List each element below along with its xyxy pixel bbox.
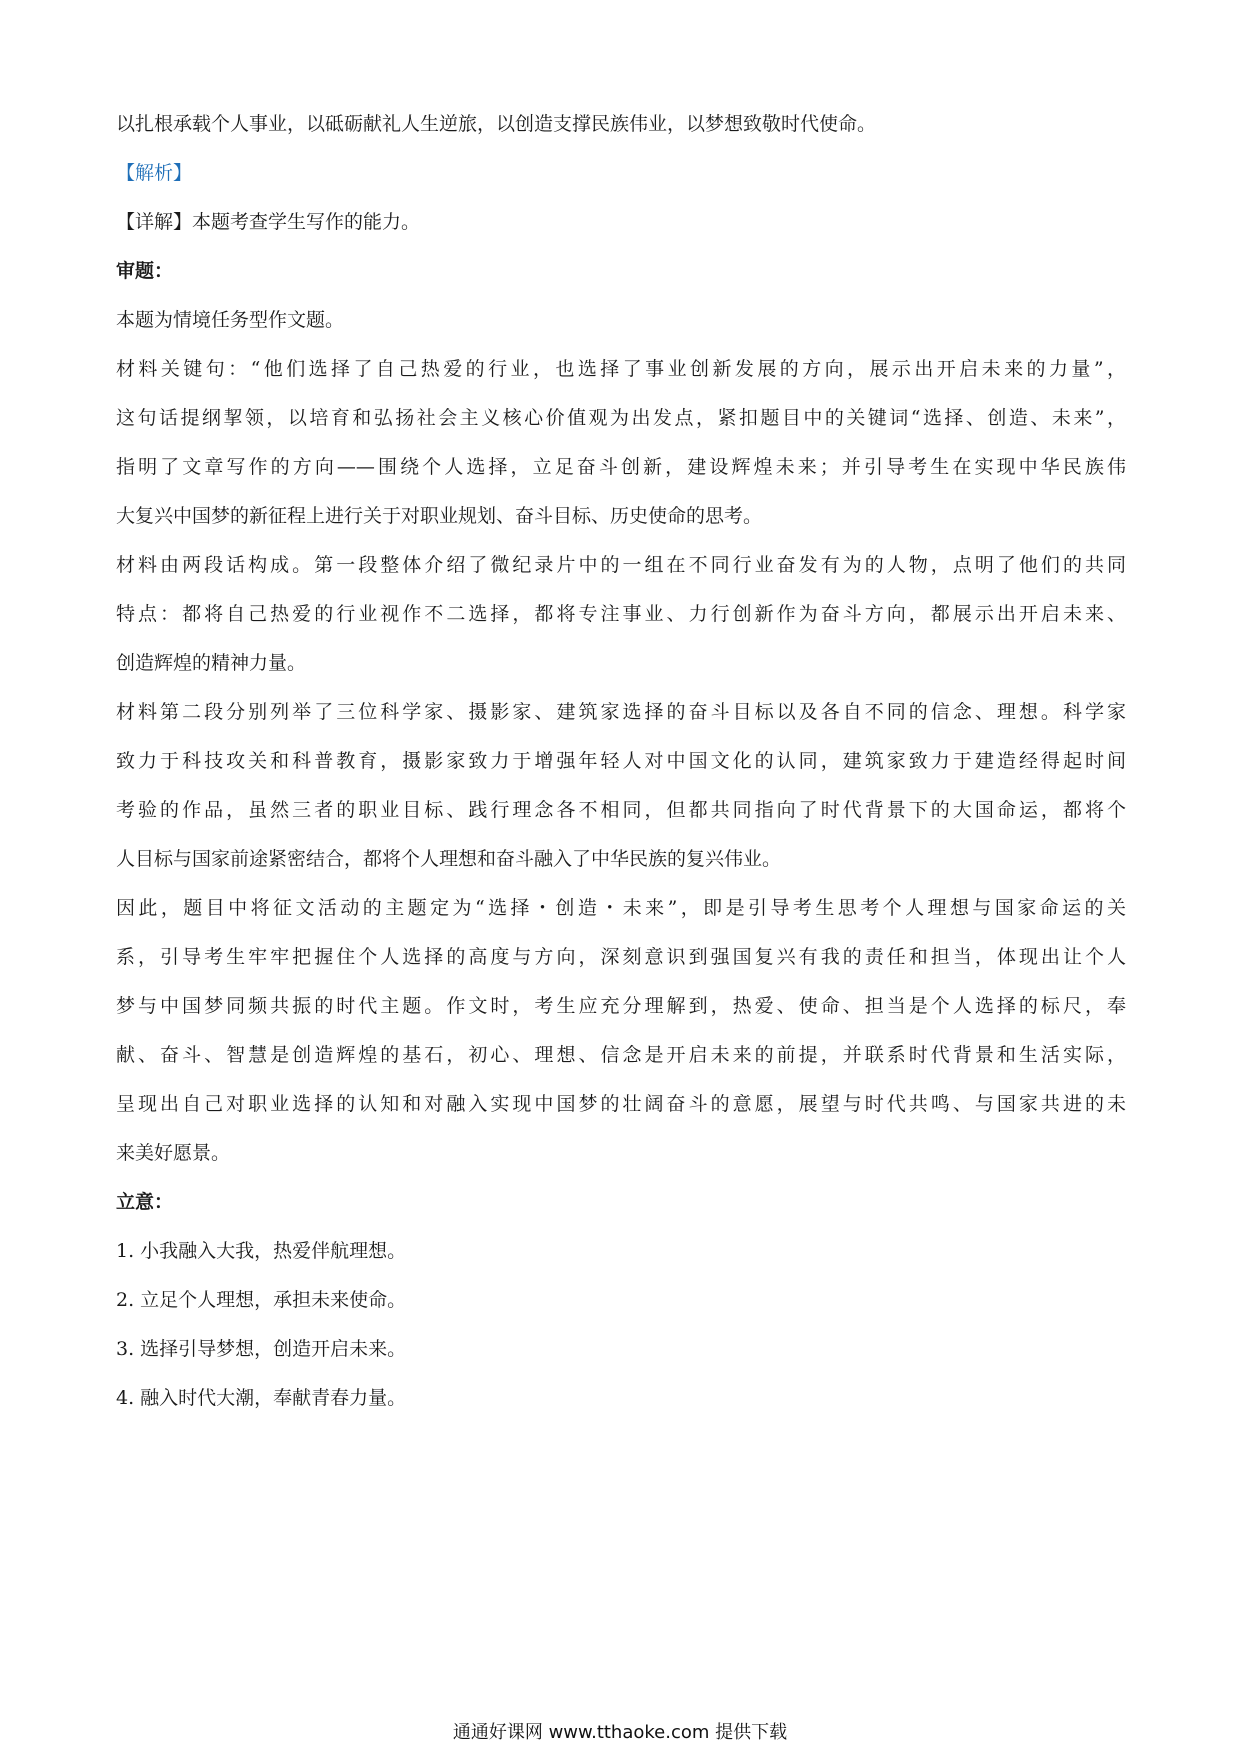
paragraph-line: 献、奋斗、智慧是创造辉煌的基石，初心、理想、信念是开启未来的前提，并联系时代背景和生活实际， [116,1044,1126,1066]
detail-line: 【详解】本题考查学生写作的能力。 [116,211,421,233]
paragraph-line: 因此，题目中将征文活动的主题定为“选择・创造・未来”，即是引导考生思考个人理想与国家命运的关 [116,897,1126,919]
paragraph-line: 创造辉煌的精神力量。 [116,652,307,674]
paragraph-line: 人目标与国家前途紧密结合，都将个人理想和奋斗融入了中华民族的复兴伟业。 [116,848,782,870]
document-body [116,100,1126,1423]
paragraph-line: 指明了文章写作的方向——围绕个人选择，立足奋斗创新，建设辉煌未来；并引导考生在实现中华民族伟 [116,456,1126,478]
theme-item: 4. 融入时代大潮，奉献青春力量。 [116,1387,407,1409]
page-footer: 通通好课网 www.tthaoke.com 提供下载 [452,1722,788,1743]
paragraph-line: 材料由两段话构成。第一段整体介绍了微纪录片中的一组在不同行业奋发有为的人物，点明了他们的共同 [116,554,1126,576]
paragraph-line: 来美好愿景。 [116,1142,231,1164]
paragraph-line: 大复兴中国梦的新征程上进行关于对职业规划、奋斗目标、历史使命的思考。 [116,505,763,527]
analysis-tag: 【解析】 [116,162,193,184]
paragraph-line: 本题为情境任务型作文题。 [116,309,345,331]
paragraph-line: 材料第二段分别列举了三位科学家、摄影家、建筑家选择的奋斗目标以及各自不同的信念、理想。科学家 [116,701,1126,723]
section-heading-review: 审题： [116,260,174,282]
theme-item: 2. 立足个人理想，承担未来使命。 [116,1289,407,1311]
theme-item: 1. 小我融入大我，热爱伴航理想。 [116,1240,407,1262]
theme-item: 3. 选择引导梦想，创造开启未来。 [116,1338,407,1360]
answer-line: 以扎根承载个人事业，以砥砺献礼人生逆旅，以创造支撑民族伟业，以梦想致敬时代使命。 [116,113,877,135]
paragraph-line: 特点：都将自己热爱的行业视作不二选择，都将专注事业、力行创新作为奋斗方向，都展示出开启未来、 [116,603,1126,625]
paragraph-line: 材料关键句：“他们选择了自己热爱的行业，也选择了事业创新发展的方向，展示出开启未来的力量”， [116,358,1126,380]
paragraph-line: 考验的作品，虽然三者的职业目标、践行理念各不相同，但都共同指向了时代背景下的大国命运，都将个 [116,799,1126,821]
paragraph-line: 梦与中国梦同频共振的时代主题。作文时，考生应充分理解到，热爱、使命、担当是个人选择的标尺，奉 [116,995,1126,1017]
paragraph-line: 这句话提纲挈领，以培育和弘扬社会主义核心价值观为出发点，紧扣题目中的关键词“选择、创造、未来”， [116,407,1126,429]
section-heading-theme: 立意： [116,1191,174,1213]
paragraph-line: 呈现出自己对职业选择的认知和对融入实现中国梦的壮阔奋斗的意愿，展望与时代共鸣、与国家共进的未 [116,1093,1126,1115]
paragraph-line: 致力于科技攻关和科普教育，摄影家致力于增强年轻人对中国文化的认同，建筑家致力于建造经得起时间 [116,750,1126,772]
paragraph-line: 系，引导考生牢牢把握住个人选择的高度与方向，深刻意识到强国复兴有我的责任和担当，体现出让个人 [116,946,1126,968]
